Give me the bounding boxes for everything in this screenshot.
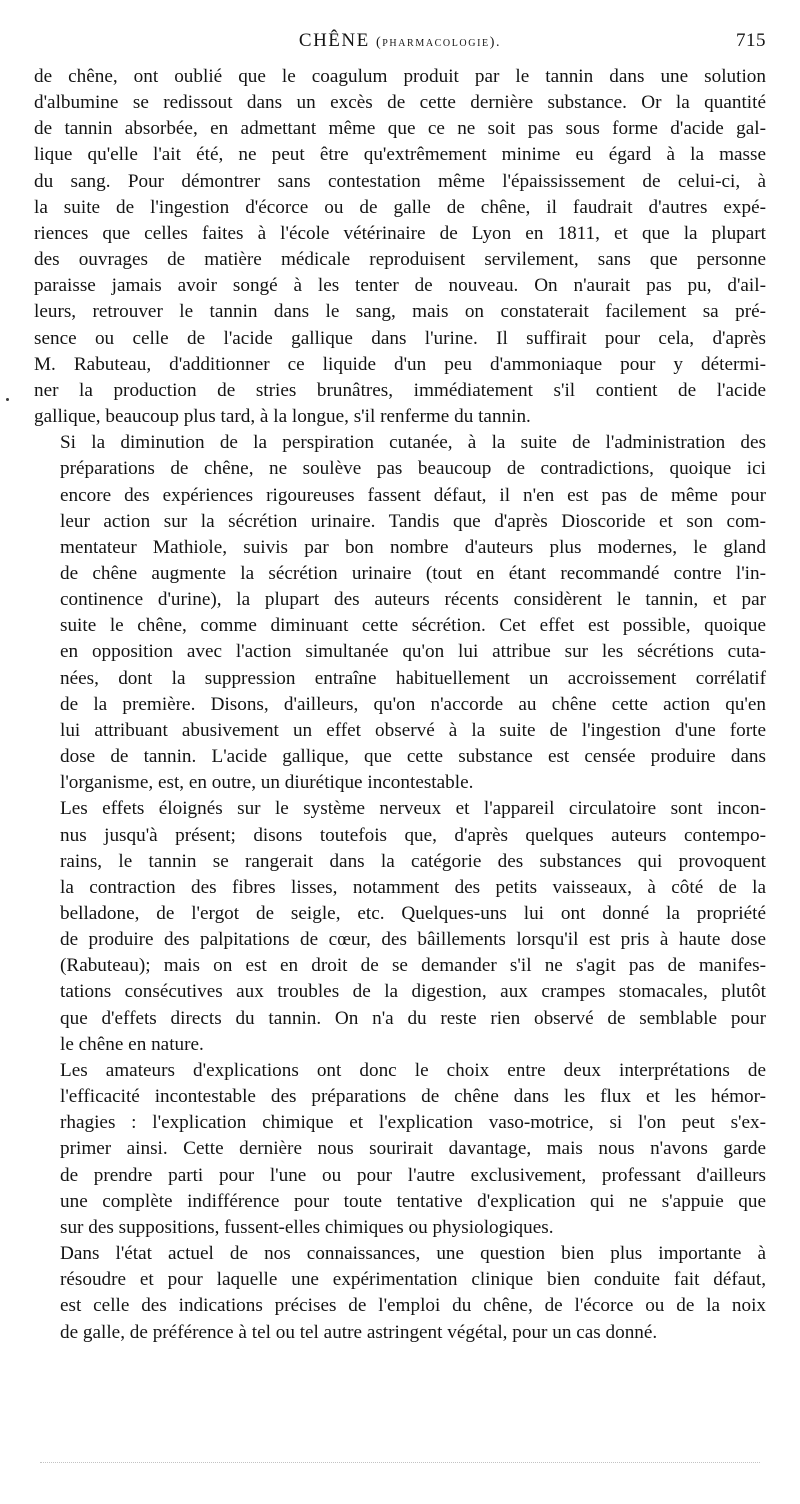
text-line: nées, dont la suppression entraîne habituellement un accroissement corrélatif [60,667,766,689]
margin-speck [6,398,9,401]
text-line: suite le chêne, comme diminuant cette sécrétion. Cet effet est possible, quoique [60,615,766,637]
text-line: M. Rabuteau, d'additionner ce liquide d'un peu d'ammoniaque pour y détermi- [34,353,766,375]
text-line: de la première. Disons, d'ailleurs, qu'on n'accorde au chêne cette action qu'en [60,693,766,715]
text-line: de galle, de préférence à tel ou tel autre astringent végétal, pour un cas donné. [60,1321,658,1343]
text-line: la contraction des fibres lisses, notamment des petits vaisseaux, à côté de la [60,876,766,898]
text-line: résoudre et pour laquelle une expérimentation clinique bien conduite fait défaut, [60,1269,766,1291]
text-line: le chêne en nature. [60,1033,204,1055]
text-line: lui attribuant abusivement un effet observé à la suite de l'ingestion d'une forte [60,719,766,741]
text-line: paraisse jamais avoir songé à les tenter de nouveau. On n'aurait pas pu, d'ail- [34,275,766,297]
text-line: d'albumine se redissout dans un excès de cette dernière substance. Or la quantité [34,92,766,114]
paragraph [34,1241,766,1346]
text-line: préparations de chêne, ne soulève pas beaucoup de contradictions, quoique ici [60,458,766,480]
text-line: ner la production de stries brunâtres, immédiatement s'il contient de l'acide [34,379,766,401]
text-line: de tannin absorbée, en admettant même que ce ne soit pas sous forme d'acide gal- [34,118,766,140]
paragraph [34,64,766,430]
paragraph [34,430,766,796]
text-line: nus jusqu'à présent; disons toutefois que, d'après quelques auteurs contempo- [60,824,766,846]
running-title-subject: (pharmacologie). [375,35,502,50]
text-line: sence ou celle de l'acide gallique dans l'urine. Il suffirait pour cela, d'après [34,327,766,349]
text-line: de chêne, ont oublié que le coagulum produit par le tannin dans une solution [34,66,766,87]
text-line: en opposition avec l'action simultanée qu'on lui attribue sur les sécrétions cuta- [60,641,766,663]
text-line: sur des suppositions, fussent-elles chimiques ou physiologiques. [60,1216,554,1238]
text-line: l'efficacité incontestable des préparations de chêne dans les flux et les hémor- [60,1086,766,1108]
text-line: leur action sur la sécrétion urinaire. Tandis que d'après Dioscoride et son com- [60,510,766,532]
text-line: est celle des indications précises de l'emploi du chêne, de l'écorce ou de la noix [60,1295,766,1317]
text-line: gallique, beaucoup plus tard, à la longue, s'il renferme du tannin. [34,406,531,428]
text-line: riences que celles faites à l'école vétérinaire de Lyon en 1811, et que la plupart [34,222,766,244]
text-line: rhagies : l'explication chimique et l'explication vaso-motrice, si l'on peut s'ex- [60,1112,766,1134]
text-line: de chêne augmente la sécrétion urinaire (tout en étant recommandé contre l'in- [60,562,766,584]
text-line: belladone, de l'ergot de seigle, etc. Quelques-uns lui ont donné la propriété [60,903,766,924]
running-title-main: CHÊNE [298,30,370,51]
text-line: des ouvrages de matière médicale reproduisent servilement, sans que personne [34,249,766,271]
text-line: mentateur Mathiole, suivis par bon nombre d'auteurs plus modernes, le gland [60,536,766,558]
paragraph [34,796,766,1058]
text-line: Dans l'état actuel de nos connaissances, une question bien plus importante à [60,1243,766,1265]
text-line: encore des expériences rigoureuses fassent défaut, il n'en est pas de même pour [60,484,766,506]
running-header [34,30,766,64]
text-line: leurs, retrouver le tannin dans le sang, mais on constaterait facilement sa pré- [34,301,766,323]
text-line: Si la diminution de la perspiration cutanée, à la suite de l'administration des [60,432,766,454]
text-line: que d'effets directs du tannin. On n'a du reste rien observé de semblable pour [60,1007,766,1029]
text-line: tations consécutives aux troubles de la digestion, aux crampes stomacales, plutôt [60,981,766,1003]
body-text [34,64,766,1346]
text-line: rains, le tannin se rangerait dans la catégorie des substances qui provoquent [60,850,766,872]
text-line: (Rabuteau); mais on est en droit de se demander s'il ne s'agit pas de manifes- [60,955,766,977]
page-footer-marks [40,1462,760,1473]
text-line: de produire des palpitations de cœur, des bâillements lorsqu'il est pris à haute dose [60,929,766,951]
text-line: primer ainsi. Cette dernière nous sourirait davantage, mais nous n'avons garde [60,1138,766,1160]
text-line: dose de tannin. L'acide gallique, que cette substance est censée produire dans [60,746,766,768]
text-line: l'organisme, est, en outre, un diurétique incontestable. [60,772,474,794]
paragraph [34,1058,766,1241]
page-number: 715 [736,30,766,51]
text-line: continence d'urine), la plupart des auteurs récents considèrent le tannin, et par [60,589,766,611]
text-line: lique qu'elle l'ait été, ne peut être qu'extrêmement minime eu égard à la masse [34,144,766,166]
text-line: de prendre parti pour l'une ou pour l'autre exclusivement, professant d'ailleurs [60,1164,766,1186]
text-line: Les amateurs d'explications ont donc le choix entre deux interprétations de [60,1059,766,1081]
running-title [34,30,766,52]
text-line: Les effets éloignés sur le système nerveux et l'appareil circulatoire sont incon- [60,798,766,820]
text-line: une complète indifférence pour toute tentative d'explication qui ne s'appuie que [60,1190,766,1212]
text-line: la suite de l'ingestion d'écorce ou de galle de chêne, il faudrait d'autres expé- [34,196,766,218]
text-line: du sang. Pour démontrer sans contestation même l'épaississement de celui-ci, à [34,170,766,192]
